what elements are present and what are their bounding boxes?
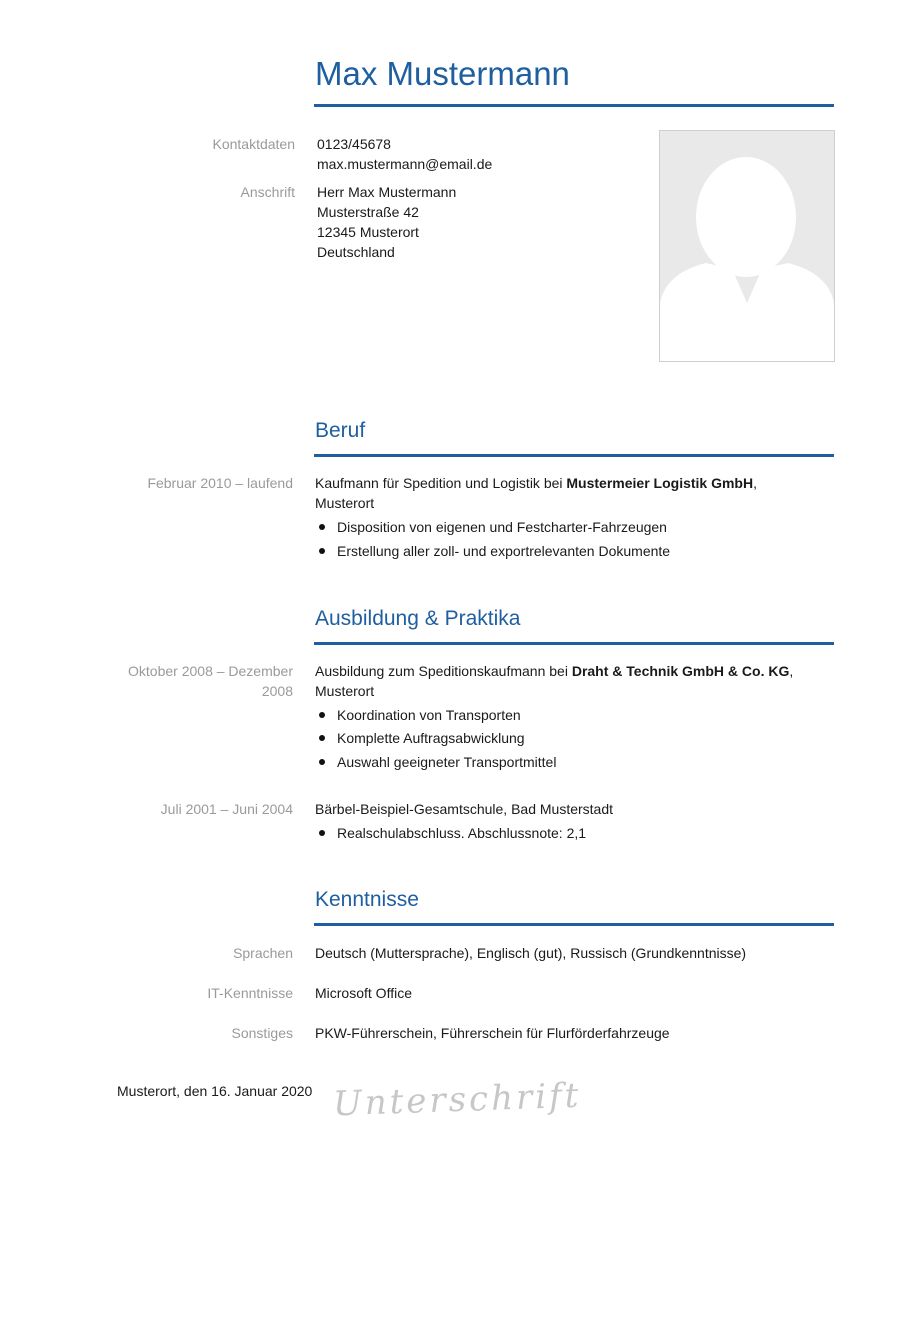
skill-value: Microsoft Office	[315, 985, 412, 1001]
list-item: Koordination von Transporten	[337, 707, 521, 723]
list-item: Disposition von eigenen und Festcharter-Fahrzeugen	[337, 519, 667, 535]
entry-date: Februar 2010 – laufend	[147, 475, 293, 491]
section-title-ausbildung: Ausbildung & Praktika	[315, 607, 521, 630]
title-divider	[314, 104, 834, 107]
address-line: 12345 Musterort	[317, 224, 419, 240]
company-name: Mustermeier Logistik GmbH	[566, 475, 754, 491]
contact-label: Kontaktdaten	[212, 136, 295, 152]
profile-photo-placeholder	[659, 130, 835, 362]
bullet-point	[319, 524, 325, 530]
list-item: Realschulabschluss. Abschlussnote: 2,1	[337, 825, 587, 841]
entry-location: Musterort	[315, 683, 375, 699]
section-title-kenntnisse: Kenntnisse	[315, 888, 419, 911]
entry-title: Ausbildung zum Speditionskaufmann bei Draht & Technik GmbH & Co. KG,	[315, 663, 794, 679]
bullet-point	[319, 548, 325, 554]
page-title: Max Mustermann	[315, 55, 570, 92]
company-name: Draht & Technik GmbH & Co. KG	[571, 663, 790, 679]
bullet-point	[319, 759, 325, 765]
phone-value: 0123/45678	[317, 136, 391, 152]
entry-date: Juli 2001 – Juni 2004	[160, 801, 293, 817]
bullet-point	[319, 735, 325, 741]
list-item: Komplette Auftragsabwicklung	[337, 730, 525, 746]
address-label: Anschrift	[240, 184, 295, 200]
address-line: Deutschland	[317, 244, 395, 260]
skill-label: IT-Kenntnisse	[207, 985, 293, 1001]
bullet-point	[319, 830, 325, 836]
entry-location: Musterort	[315, 495, 375, 511]
entry-title: Kaufmann für Spedition und Logistik bei Mustermeier Logistik GmbH,	[315, 475, 757, 491]
section-divider	[314, 923, 834, 926]
section-divider	[314, 642, 834, 645]
address-line: Musterstraße 42	[317, 204, 419, 220]
skill-label: Sonstiges	[231, 1025, 293, 1041]
list-item: Erstellung aller zoll- und exportrelevanten Dokumente	[337, 543, 671, 559]
section-divider	[314, 454, 834, 457]
list-item: Auswahl geeigneter Transportmittel	[337, 754, 557, 770]
skill-value: Deutsch (Muttersprache), Englisch (gut), Russisch (Grundkenntnisse)	[315, 945, 747, 961]
bullet-point	[319, 712, 325, 718]
skill-label: Sprachen	[233, 945, 293, 961]
email-value: max.mustermann@email.de	[317, 156, 493, 172]
skill-value: PKW-Führerschein, Führerschein für Flurförderfahrzeuge	[315, 1025, 670, 1041]
person-silhouette-icon	[660, 131, 834, 361]
place-date: Musterort, den 16. Januar 2020	[117, 1083, 313, 1099]
signature-placeholder: Unterschrift	[332, 1075, 582, 1125]
entry-date: Oktober 2008 – Dezember 2008	[128, 663, 293, 699]
entry-title: Bärbel-Beispiel-Gesamtschule, Bad Musterstadt	[315, 801, 614, 817]
section-title-beruf: Beruf	[315, 419, 366, 442]
address-line: Herr Max Mustermann	[317, 184, 457, 200]
